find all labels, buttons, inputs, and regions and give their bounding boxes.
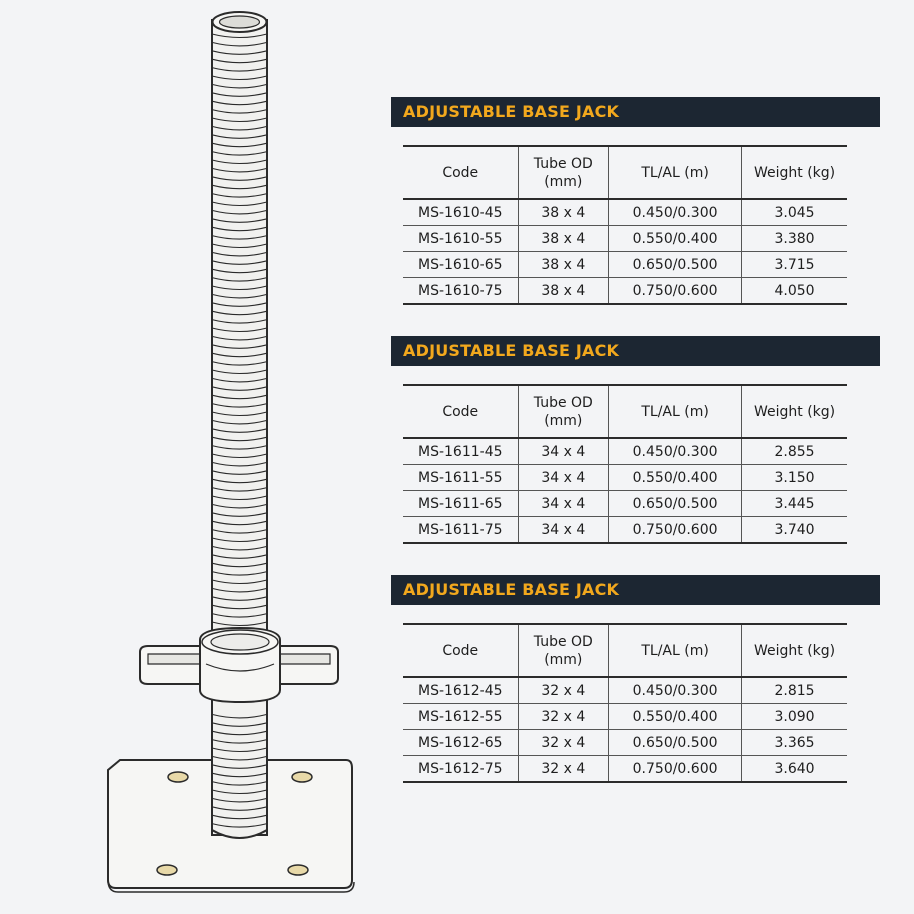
header-code: Code [403,624,518,677]
spec-block-1612 [391,575,880,777]
cell-tl-al: 0.550/0.400 [609,704,742,730]
cell-tube-od: 34 x 4 [518,465,609,491]
cell-tl-al: 0.450/0.300 [609,438,742,465]
cell-weight: 4.050 [742,278,847,305]
header-code: Code [403,385,518,438]
cell-tube-od: 34 x 4 [518,491,609,517]
cell-weight: 3.740 [742,517,847,544]
cell-tl-al: 0.450/0.300 [609,677,742,704]
header-tube-od: Tube OD (mm) [518,624,609,677]
cell-tl-al: 0.650/0.500 [609,491,742,517]
cell-weight: 3.640 [742,756,847,783]
spec-block-1611 [391,336,880,538]
table-row [403,730,847,756]
table-row [403,517,847,544]
cell-tube-od: 32 x 4 [518,704,609,730]
section-banner [391,97,880,127]
cell-tube-od: 32 x 4 [518,677,609,704]
cell-weight: 2.815 [742,677,847,704]
cell-tl-al: 0.750/0.600 [609,278,742,305]
table-row [403,278,847,305]
section-title: ADJUSTABLE BASE JACK [403,580,620,599]
cell-code: MS-1611-75 [403,517,518,544]
section-title: ADJUSTABLE BASE JACK [403,102,620,121]
cell-code: MS-1610-65 [403,252,518,278]
cell-tl-al: 0.450/0.300 [609,199,742,226]
cell-tl-al: 0.650/0.500 [609,252,742,278]
cell-code: MS-1612-55 [403,704,518,730]
cell-weight: 3.380 [742,226,847,252]
table-row [403,465,847,491]
table-row [403,438,847,465]
table-row [403,199,847,226]
cell-weight: 3.045 [742,199,847,226]
section-title: ADJUSTABLE BASE JACK [403,341,620,360]
cell-code: MS-1610-55 [403,226,518,252]
header-weight: Weight (kg) [742,624,847,677]
header-tl-al: TL/AL (m) [609,624,742,677]
cell-tube-od: 38 x 4 [518,199,609,226]
table-row [403,756,847,783]
cell-tl-al: 0.650/0.500 [609,730,742,756]
section-banner [391,336,880,366]
cell-code: MS-1611-65 [403,491,518,517]
cell-code: MS-1610-45 [403,199,518,226]
cell-weight: 3.150 [742,465,847,491]
header-tube-od: Tube OD (mm) [518,385,609,438]
table-row [403,677,847,704]
cell-code: MS-1612-45 [403,677,518,704]
cell-weight: 3.445 [742,491,847,517]
cell-code: MS-1612-75 [403,756,518,783]
table-header-row [403,624,847,677]
cell-tl-al: 0.550/0.400 [609,465,742,491]
cell-code: MS-1611-55 [403,465,518,491]
header-weight: Weight (kg) [742,385,847,438]
table-header-row [403,385,847,438]
table-row [403,252,847,278]
cell-tube-od: 32 x 4 [518,730,609,756]
table-row [403,704,847,730]
spec-table [403,623,847,783]
spec-table [403,384,847,544]
cell-tube-od: 32 x 4 [518,756,609,783]
bolt-hole-top-right [292,772,312,782]
header-tl-al: TL/AL (m) [609,146,742,199]
header-tl-al: TL/AL (m) [609,385,742,438]
header-tube-od: Tube OD (mm) [518,146,609,199]
cell-weight: 2.855 [742,438,847,465]
base-jack-illustration [0,0,380,914]
bolt-hole-bottom-left [157,865,177,875]
header-weight: Weight (kg) [742,146,847,199]
cell-tube-od: 34 x 4 [518,438,609,465]
cell-tl-al: 0.750/0.600 [609,756,742,783]
cell-tube-od: 34 x 4 [518,517,609,544]
section-banner [391,575,880,605]
threaded-rod [212,12,267,838]
cell-tube-od: 38 x 4 [518,252,609,278]
header-code: Code [403,146,518,199]
bolt-hole-top-left [168,772,188,782]
cell-code: MS-1611-45 [403,438,518,465]
cell-tl-al: 0.750/0.600 [609,517,742,544]
cell-tube-od: 38 x 4 [518,226,609,252]
cell-weight: 3.090 [742,704,847,730]
spec-block-1610 [391,97,880,299]
bolt-hole-bottom-right [288,865,308,875]
table-row [403,226,847,252]
table-row [403,491,847,517]
spec-table [403,145,847,305]
cell-code: MS-1612-65 [403,730,518,756]
cell-weight: 3.365 [742,730,847,756]
cell-tl-al: 0.550/0.400 [609,226,742,252]
cell-tube-od: 38 x 4 [518,278,609,305]
handle-nut [140,628,338,702]
cell-weight: 3.715 [742,252,847,278]
cell-code: MS-1610-75 [403,278,518,305]
table-header-row [403,146,847,199]
